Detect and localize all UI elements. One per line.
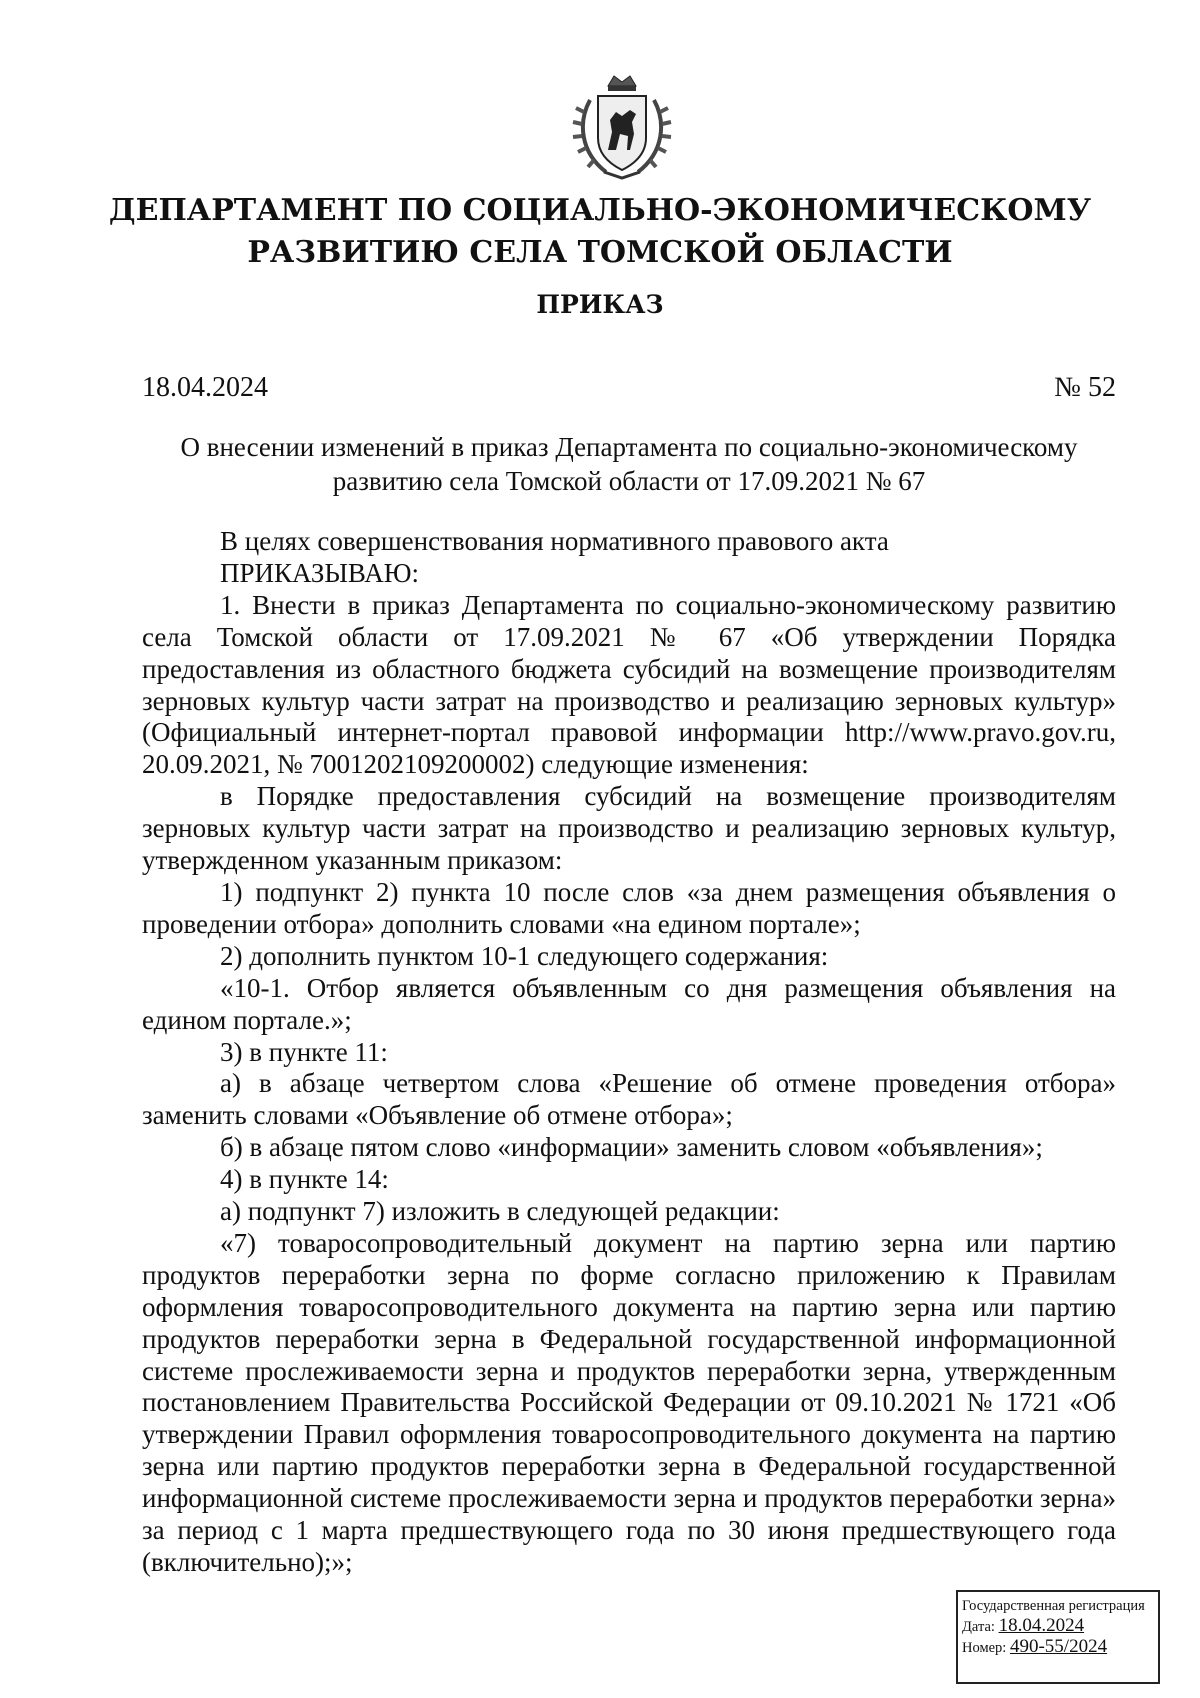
order-body	[142, 526, 1116, 1579]
registration-stamp	[956, 1590, 1160, 1684]
registration-date-label: Дата:	[962, 1619, 995, 1635]
coat-of-arms-icon	[570, 72, 674, 184]
subject-line-2: развитию села Томской области от 17.09.2021 № 67	[332, 466, 926, 496]
order-number: № 52	[1054, 372, 1116, 403]
body-paragraph: а) в абзаце четвертом слова «Решение об отмене проведения отбора» заменить словами «Объявление об отмене отбора»;	[142, 1068, 1116, 1131]
registration-date-value: 18.04.2024	[998, 1615, 1085, 1636]
order-subject	[142, 430, 1116, 498]
body-paragraph: ПРИКАЗЫВАЮ:	[220, 557, 419, 588]
body-paragraph: В целях совершенствования нормативного правового акта	[220, 526, 889, 556]
subject-line-1: О внесении изменений в приказ Департамента по социально-экономическому	[180, 432, 1078, 462]
department-line-2: РАЗВИТИЮ СЕЛА ТОМСКОЙ ОБЛАСТИ	[247, 235, 953, 270]
body-paragraph: «7) товаросопроводительный документ на партию зерна или партию продуктов переработки зерна по форме согласно приложению к Правилам оформления товаросопроводительного документа на партию зерна или партию продуктов переработки зерна в Федеральной государственной информационной системе прослеживаемости зерна и продуктов переработки зерна, утвержденным постановлением Правительства Российской Федерации от 09.10.2021 № 1721 «Об утверждении Правил оформления товаросопроводительного документа на партию зерна или партию продуктов переработки зерна в Федеральной государственной информационной системе прослеживаемости зерна и продуктов переработки зерна» за период с 1 марта предшествующего года по 30 июня предшествующего года (включительно);»;	[142, 1227, 1116, 1577]
registration-number-label: Номер:	[962, 1640, 1007, 1656]
body-paragraph: 1. Внести в приказ Департамента по социально-экономическому развитию села Томской области от 17.09.2021 № 67 «Об утверждении Порядка предоставления из областного бюджета субсидий на возмещение производителям зерновых культур части затрат на производство и реализацию зерновых культур» (Официальный интернет-портал правовой информации http://www.pravo.gov.ru, 20.09.2021, № 7001202109200002) следующие изменения:	[142, 589, 1116, 780]
document-type: ПРИКАЗ	[536, 290, 664, 319]
department-line-1: ДЕПАРТАМЕНТ ПО СОЦИАЛЬНО-ЭКОНОМИЧЕСКОМУ	[108, 193, 1092, 228]
body-paragraph: «10-1. Отбор является объявленным со дня размещения объявления на едином портале.»;	[142, 972, 1116, 1035]
body-paragraph: 3) в пункте 11:	[220, 1036, 388, 1067]
department-heading	[0, 190, 1200, 274]
registration-number-row	[962, 1637, 1154, 1658]
date-number-line	[142, 372, 1116, 408]
body-paragraph: 2) дополнить пунктом 10-1 следующего содержания:	[220, 940, 829, 971]
body-paragraph: а) подпункт 7) изложить в следующей редакции:	[220, 1196, 780, 1227]
body-paragraph: 1) подпункт 2) пункта 10 после слов «за днем размещения объявления о проведении отбора» дополнить словами «на едином портале»;	[142, 876, 1116, 939]
registration-date-row	[962, 1616, 1154, 1637]
registration-number-value: 490-55/2024	[1009, 1636, 1108, 1657]
body-paragraph: б) в абзаце пятом слово «информации» заменить словом «объявления»;	[220, 1132, 1043, 1163]
body-paragraph: 4) в пункте 14:	[220, 1164, 389, 1195]
registration-title: Государственная регистрация	[962, 1598, 1145, 1614]
body-paragraph: в Порядке предоставления субсидий на возмещение производителям зерновых культур части затрат на производство и реализацию зерновых культур, утвержденном указанным приказом:	[142, 781, 1116, 876]
order-date: 18.04.2024	[142, 372, 268, 403]
